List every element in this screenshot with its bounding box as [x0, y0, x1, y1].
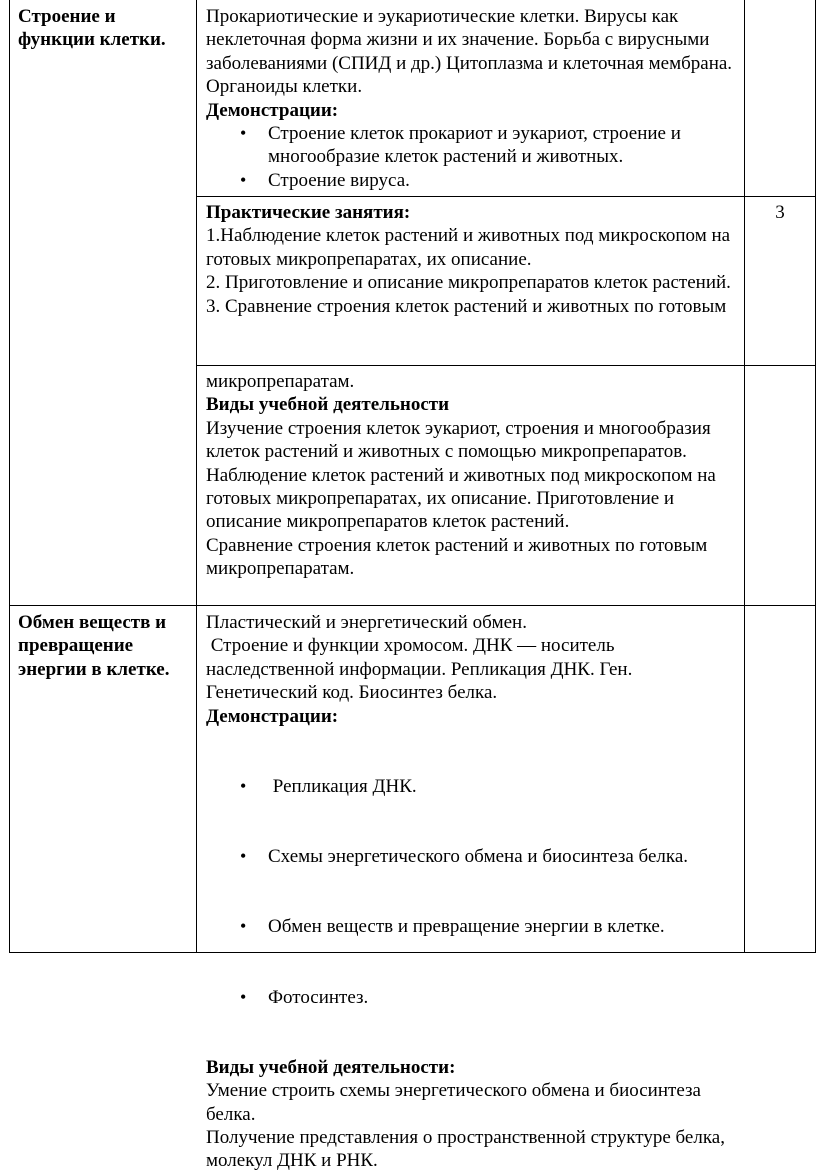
column-divider-1	[196, 0, 197, 953]
demo-heading: Демонстрации:	[206, 705, 339, 727]
table-border-left	[9, 0, 10, 953]
intro-text: Прокариотические и эукариотические клетки. Вирусы как неклеточная форма жизни и их значение. Борьба с вирусными заболеваниями (СПИД и др.) Цитоплазма и клеточная мембрана. Органоиды клетки.	[206, 6, 733, 98]
row-divider-2	[196, 365, 816, 366]
column-divider-2	[744, 0, 745, 953]
activities-text: Получение представления о пространственной структуре белка, молекул ДНК и РНК.	[206, 1126, 725, 1172]
hours-value: 3	[775, 202, 785, 223]
demo-item: • Схемы энергетического обмена и биосинтеза белка.	[206, 845, 738, 868]
activities-heading: Виды учебной деятельности:	[206, 1056, 456, 1078]
demo-item: • Репликация ДНК.	[206, 775, 738, 798]
activities-heading: Виды учебной деятельности	[206, 394, 450, 416]
topic-cell	[18, 611, 190, 681]
activities-cell	[206, 370, 738, 581]
topic-title: Строение и функции клетки.	[18, 6, 166, 51]
practice-heading: Практические занятия:	[206, 202, 411, 223]
practice-line: 1.Наблюдение клеток растений и животных под микроскопом на готовых микропрепаратах, их описание.	[206, 225, 731, 270]
activities-text: Умение строить схемы энергетического обмена и биосинтеза белка.	[206, 1080, 701, 1125]
demo-item: • Обмен веществ и превращение энергии в клетке.	[206, 915, 738, 938]
demo-list	[206, 728, 738, 1056]
topic-title: Обмен веществ и превращение энергии в клетке.	[18, 612, 170, 680]
demo-heading: Демонстрации:	[206, 99, 339, 121]
activities-text: Изучение строения клеток эукариот, строения и многообразия клеток растений и животных с помощью микропрепаратов. Наблюдение клеток растений и животных под микроскопом на готовых микропрепаратах, их описание. Приготовление и описание микропрепаратов клеток растений.	[206, 417, 716, 533]
intro-text: Строение и функции хромосом. ДНК — носитель наследственной информации. Репликация ДНК. Ген. Генетический код. Биосинтез белка.	[206, 635, 638, 704]
topic-cell	[18, 5, 190, 52]
demo-item: • Фотосинтез.	[206, 986, 738, 1009]
demo-list	[206, 122, 738, 192]
practice-cell	[206, 201, 738, 318]
demo-item: • Строение вируса.	[206, 169, 738, 192]
content-cell	[206, 5, 738, 192]
row-divider-3	[9, 605, 816, 606]
hours-cell	[745, 201, 815, 224]
practice-line: 3. Сравнение строения клеток растений и животных по готовым	[206, 295, 727, 317]
demo-item: • Строение клеток прокариот и эукариот, строение и многообразие клеток растений и животных.	[206, 122, 738, 169]
continuation-text: микропрепаратам.	[206, 371, 355, 392]
content-cell	[206, 611, 738, 1173]
practice-line: 2. Приготовление и описание микропрепаратов клеток растений.	[206, 272, 731, 294]
intro-text: Пластический и энергетический обмен.	[206, 612, 527, 633]
activities-text: Сравнение строения клеток растений и животных по готовым микропрепаратам.	[206, 534, 708, 580]
row-divider-1	[196, 196, 816, 197]
